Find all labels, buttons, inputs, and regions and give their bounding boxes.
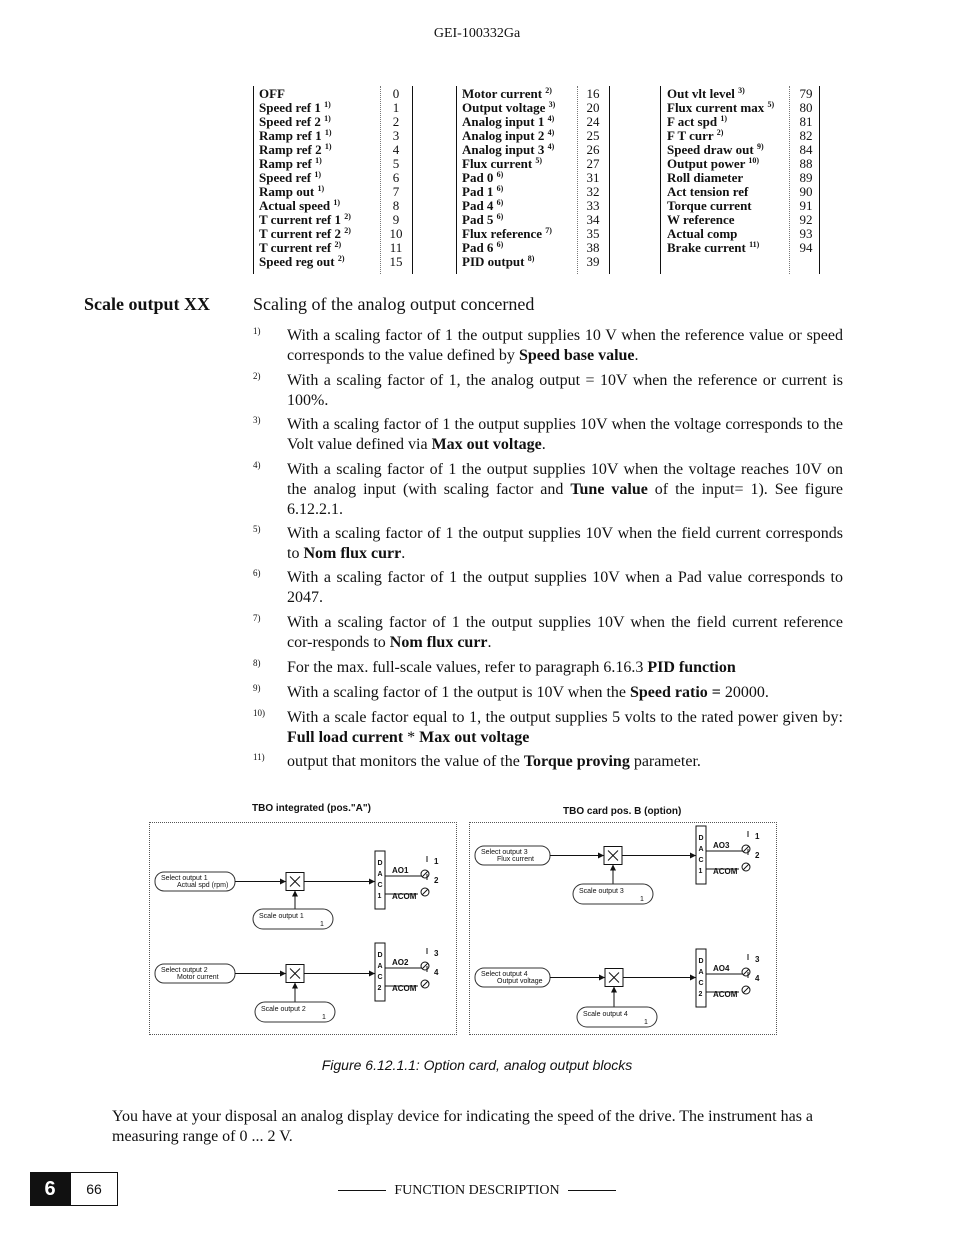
table-param-value: 89 <box>799 170 813 185</box>
table-param-value: 16 <box>586 86 600 101</box>
table-param-value: 84 <box>799 142 813 157</box>
acom-label: ACOM <box>713 990 738 999</box>
arrow-head <box>292 891 298 897</box>
dac-label: A <box>377 871 383 878</box>
footnote-ref: 2) <box>716 128 724 137</box>
footnote-marker: 2) <box>253 371 261 381</box>
dac-label: 2 <box>698 991 703 998</box>
param-label: Ramp ref <box>259 156 312 171</box>
param-label: Speed ref 1 <box>259 100 321 115</box>
select-output-value: Motor current <box>177 974 219 981</box>
param-label: Output power <box>667 156 746 171</box>
param-label: Analog input 3 <box>462 142 545 157</box>
param-label: Motor current <box>462 86 543 101</box>
acom-label: ACOM <box>392 984 417 993</box>
param-label: Flux current max <box>667 100 765 115</box>
footnote-text: With a scaling factor of 1 the output supplies 10 V when the reference value or speed corresponds to the value defined by Speed base value. <box>287 327 843 364</box>
terminal-number: 1 <box>755 832 760 841</box>
table-param-value: 32 <box>586 184 600 199</box>
select-output-value: Flux current <box>497 856 534 863</box>
param-label: Ramp ref 2 <box>259 142 322 157</box>
scale-output-value: 1 <box>322 1014 326 1021</box>
footnote-ref: 10) <box>748 156 760 165</box>
page-number: 66 <box>70 1172 118 1206</box>
table-param-value: 6 <box>392 170 400 185</box>
footnote-ref: 11) <box>749 240 760 249</box>
table-param-value: 5 <box>392 156 400 171</box>
scale-output-description: Scaling of the analog output concerned <box>253 294 535 314</box>
param-label: Torque current <box>667 198 752 213</box>
dac-label: A <box>698 846 704 853</box>
scale-output-heading: Scale output XX <box>84 294 211 314</box>
param-label: Flux current <box>462 156 533 171</box>
footnote-ref: 4) <box>547 142 555 151</box>
table-param-value: 25 <box>586 128 600 143</box>
dac-label: 1 <box>698 868 703 875</box>
param-label: Actual comp <box>667 226 738 241</box>
param-label: Analog input 1 <box>462 114 545 129</box>
table-param-value: 33 <box>586 198 600 213</box>
footnote-text: With a scaling factor of 1 the output supplies 10V when a Pad value corresponds to 2047. <box>287 569 843 606</box>
select-output-label: Select output 2 <box>161 967 208 974</box>
footnote-ref: 2) <box>344 212 351 221</box>
param-label: PID output <box>462 254 525 269</box>
arrow-head <box>599 975 605 981</box>
select-output-label: Select output 3 <box>481 849 528 856</box>
table-param-value: 39 <box>586 254 600 269</box>
arrow-head <box>610 865 616 871</box>
table-param-value: 80 <box>799 100 813 115</box>
arrow-head <box>611 987 617 993</box>
param-label: T current ref 1 <box>259 212 341 227</box>
footnote-marker: 9) <box>253 683 261 693</box>
table-param-value: 8 <box>392 198 400 213</box>
footnote-text: With a scaling factor of 1, the analog output = 10V when the reference or current is 100%. <box>287 372 843 409</box>
footnote-text: For the max. full-scale values, refer to paragraph 6.16.3 PID function <box>287 659 736 676</box>
footnote-ref: 2) <box>545 86 552 95</box>
param-label: Pad 1 <box>462 184 494 199</box>
footnote-ref: 6) <box>496 212 504 221</box>
param-label: Out vlt level <box>667 86 735 101</box>
footer-section <box>0 1183 954 1199</box>
terminal-number: 4 <box>434 968 439 977</box>
table-param-value: 4 <box>392 142 400 157</box>
table-param-value: 20 <box>586 100 600 115</box>
footnote-ref: 9) <box>756 142 764 151</box>
table-param-value: 88 <box>799 156 813 171</box>
param-label: W reference <box>667 212 735 227</box>
footnote-ref: 1) <box>324 114 331 123</box>
body-paragraph: You have at your disposal an analog display device for indicating the speed of the drive. The instrument has a measuring range of 0 ... 2 V. <box>112 1108 814 1145</box>
param-label: Pad 4 <box>462 198 494 213</box>
footnote-marker: 6) <box>253 568 261 578</box>
document-id: GEI-100332Ga <box>433 26 521 41</box>
table-param-value: 1 <box>392 100 400 115</box>
footnote-ref: 1) <box>333 198 341 207</box>
table-param-value: 94 <box>799 240 813 255</box>
footnote-ref: 1) <box>314 170 322 179</box>
dac-label: C <box>377 882 383 889</box>
table-param-value: 92 <box>799 212 813 227</box>
footnote-text: With a scaling factor of 1 the output supplies 10V when the voltage reaches 10V on the analog input (with scaling factor and Tune value of the input= 1). See figure 6.12.2.1. <box>287 461 844 518</box>
analog-output-label: AO4 <box>713 964 730 973</box>
table-param-value: 15 <box>389 254 403 269</box>
analog-output-label: AO3 <box>713 841 730 850</box>
terminal-number: 2 <box>434 876 439 885</box>
terminal-number: 4 <box>755 974 760 983</box>
footnote-text: With a scale factor equal to 1, the output supplies 5 volts to the rated power given by: Full load current * Max out voltage <box>287 709 843 746</box>
dac-label: D <box>377 952 383 959</box>
terminal-number: 3 <box>434 949 439 958</box>
footnote-text: With a scaling factor of 1 the output supplies 10V when the field current reference cor-responds to Nom flux curr. <box>287 614 843 651</box>
param-label: Speed ref <box>259 170 312 185</box>
param-label: Act tension ref <box>667 184 749 199</box>
acom-label: ACOM <box>392 892 417 901</box>
footnote-text: output that monitors the value of the Torque proving parameter. <box>287 753 701 770</box>
scale-output-value: 1 <box>640 896 644 903</box>
footnote-ref: 1) <box>324 142 332 151</box>
footnote-text: With a scaling factor of 1 the output supplies 10V when the voltage corresponds to the Volt value defined via Max out voltage. <box>287 416 843 453</box>
footnote-ref: 1) <box>315 156 322 165</box>
footnote-ref: 5) <box>535 156 543 165</box>
table-param-value: 3 <box>392 128 400 143</box>
param-label: F act spd <box>667 114 718 129</box>
diagram-left-title: TBO integrated (pos."A") <box>252 803 371 814</box>
scale-output-label: Scale output 1 <box>259 913 304 920</box>
dac-label: 2 <box>377 985 382 992</box>
dac-label: A <box>377 963 383 970</box>
param-label: F T curr <box>667 128 714 143</box>
dac-label: C <box>698 857 704 864</box>
table-param-value: 90 <box>799 184 813 199</box>
param-label: Pad 0 <box>462 170 494 185</box>
select-output-value: Actual spd (rpm) <box>177 882 229 889</box>
table-param-value: 91 <box>799 198 813 213</box>
analog-output-label: AO2 <box>392 958 409 967</box>
arrow-head <box>292 983 298 989</box>
arrow-head <box>598 853 604 859</box>
select-output-label: Select output 4 <box>481 971 528 978</box>
footnote-ref: 3) <box>738 86 745 95</box>
dac-label: D <box>698 958 704 965</box>
footnote-marker: 4) <box>253 460 261 470</box>
footnote-ref: 6) <box>496 170 504 179</box>
terminal-number: 2 <box>755 851 760 860</box>
param-label: T current ref <box>259 240 332 255</box>
diagram-right-title: TBO card pos. B (option) <box>563 806 682 817</box>
footnote-ref: 2) <box>337 254 345 263</box>
dac-label: 1 <box>377 893 382 900</box>
table-param-value: 26 <box>586 142 600 157</box>
scale-output-value: 1 <box>644 1019 648 1026</box>
table-param-value: 7 <box>392 184 400 199</box>
arrow-head <box>690 853 696 859</box>
footnote-text: With a scaling factor of 1 the output is 10V when the Speed ratio = 20000. <box>287 684 769 701</box>
arrow-head <box>369 879 375 885</box>
param-label: OFF <box>259 86 285 101</box>
param-label: Pad 6 <box>462 240 494 255</box>
param-label: Speed reg out <box>259 254 335 269</box>
table-param-value: 82 <box>799 128 813 143</box>
footnote-ref: 4) <box>547 128 555 137</box>
footnote-ref: 7) <box>545 226 552 235</box>
param-label: Pad 5 <box>462 212 494 227</box>
param-label: Roll diameter <box>667 170 744 185</box>
footnote-marker: 7) <box>253 613 261 623</box>
arrow-head <box>280 879 286 885</box>
table-param-value: 27 <box>586 156 600 171</box>
footnote-text: With a scaling factor of 1 the output supplies 10V when the field current corresponds to Nom flux curr. <box>287 525 843 562</box>
footnote-ref: 1) <box>317 184 325 193</box>
select-output-value: Output voltage <box>497 978 543 985</box>
footnote-marker: 1) <box>253 326 261 336</box>
footnote-marker: 5) <box>253 524 261 534</box>
analog-output-label: AO1 <box>392 866 409 875</box>
arrow-head <box>280 971 286 977</box>
table-param-value: 2 <box>392 114 400 129</box>
table-param-value: 35 <box>586 226 600 241</box>
footer-rule-right <box>568 1190 616 1191</box>
scale-output-value: 1 <box>320 921 324 928</box>
dac-label: C <box>377 974 383 981</box>
table-param-value: 10 <box>389 226 403 241</box>
dac-label: D <box>377 860 383 867</box>
table-param-value: 79 <box>799 86 813 101</box>
footnote-ref: 4) <box>547 114 555 123</box>
param-label: Brake current <box>667 240 746 255</box>
scale-output-label: Scale output 2 <box>261 1006 306 1013</box>
table-param-value: 31 <box>586 170 600 185</box>
footnote-ref: 8) <box>527 254 535 263</box>
param-label: Ramp ref 1 <box>259 128 322 143</box>
footnote-marker: 11) <box>253 752 265 762</box>
footnote-marker: 10) <box>253 708 265 718</box>
select-output-label: Select output 1 <box>161 875 208 882</box>
footnote-ref: 6) <box>496 240 504 249</box>
footnote-ref: 5) <box>767 100 775 109</box>
param-label: T current ref 2 <box>259 226 341 241</box>
terminal-number: 3 <box>755 955 760 964</box>
footnote-ref: 3) <box>548 100 556 109</box>
param-label: Output voltage <box>462 100 546 115</box>
table-param-value: 38 <box>586 240 600 255</box>
footnote-marker: 3) <box>253 415 261 425</box>
table-param-value: 93 <box>799 226 813 241</box>
param-label: Flux reference <box>462 226 543 241</box>
param-label: Speed ref 2 <box>259 114 321 129</box>
table-param-value: 81 <box>799 114 813 129</box>
footnote-ref: 6) <box>496 198 504 207</box>
footnote-ref: 1) <box>324 100 331 109</box>
table-param-value: 11 <box>389 240 403 255</box>
param-label: Analog input 2 <box>462 128 545 143</box>
arrow-head <box>690 975 696 981</box>
param-label: Actual speed <box>259 198 331 213</box>
acom-label: ACOM <box>713 867 738 876</box>
footnote-ref: 2) <box>344 226 351 235</box>
footer-rule-left <box>338 1190 386 1191</box>
terminal-number: 1 <box>434 857 439 866</box>
footer-section-label: FUNCTION DESCRIPTION <box>394 1183 560 1198</box>
scale-output-label: Scale output 4 <box>583 1011 628 1018</box>
arrow-head <box>369 971 375 977</box>
table-param-value: 9 <box>392 212 400 227</box>
chapter-number: 6 <box>30 1172 70 1206</box>
scale-output-label: Scale output 3 <box>579 888 624 895</box>
dac-label: D <box>698 835 704 842</box>
footnote-ref: 1) <box>324 128 332 137</box>
footnote-marker: 8) <box>253 658 261 668</box>
footnote-ref: 1) <box>720 114 727 123</box>
param-label: Ramp out <box>259 184 315 199</box>
table-param-value: 34 <box>586 212 600 227</box>
param-label: Speed draw out <box>667 142 754 157</box>
footnote-ref: 2) <box>334 240 342 249</box>
dac-label: A <box>698 969 704 976</box>
table-param-value: 24 <box>586 114 600 129</box>
table-param-value: 0 <box>392 86 400 101</box>
footnote-ref: 6) <box>496 184 504 193</box>
dac-label: C <box>698 980 704 987</box>
figure-caption: Figure 6.12.1.1: Option card, analog output blocks <box>321 1057 633 1073</box>
